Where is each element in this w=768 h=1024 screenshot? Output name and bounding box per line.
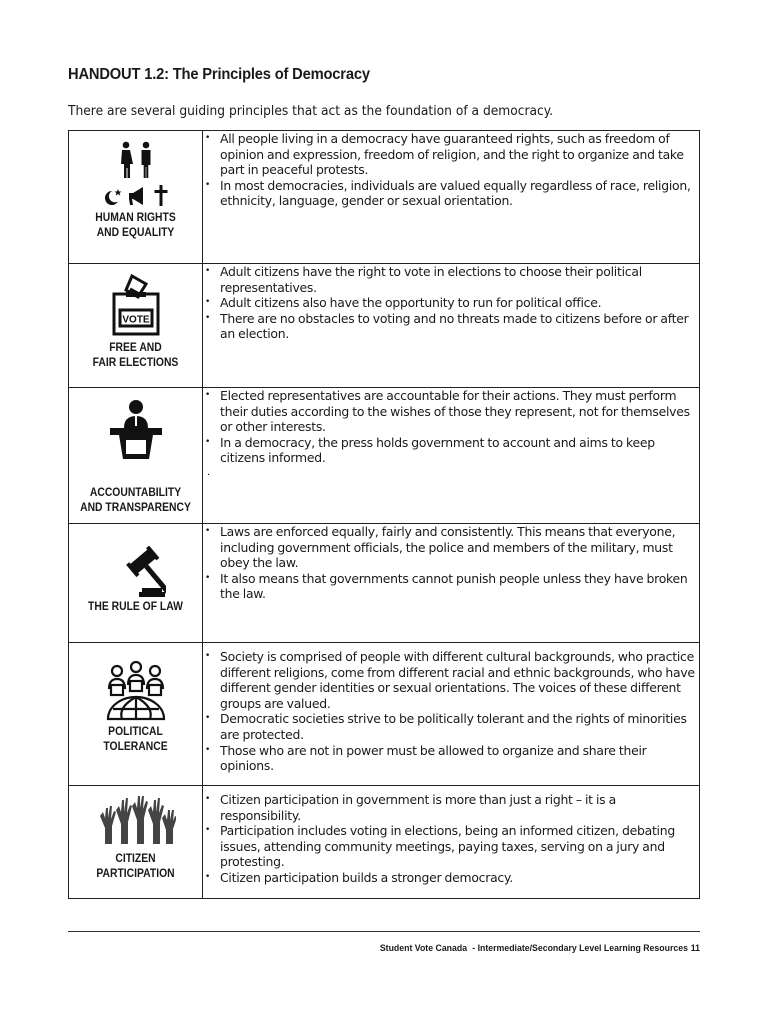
bullet-list — [203, 264, 699, 342]
page-footer — [377, 943, 700, 954]
icon-cell — [69, 643, 203, 786]
list-item: • It also means that governments cannot punish people unless they have broken the law. — [203, 571, 699, 602]
principles-table — [68, 130, 700, 899]
list-item: • Democratic societies strive to be politically tolerant and the rights of minorities are protected. — [203, 711, 699, 742]
list-item: • In a democracy, the press holds government to account and aims to keep citizens informed. — [203, 435, 699, 466]
principle-label: FREE AND FAIR ELECTIONS — [92, 342, 179, 369]
table-row — [69, 131, 700, 264]
principle-label: HUMAN RIGHTS AND EQUALITY — [95, 212, 176, 239]
table-row — [69, 643, 700, 786]
table-row — [69, 264, 700, 388]
text-cell — [203, 524, 700, 643]
list-item: • Citizen participation in government is more than just a right – it is a responsibility. — [203, 792, 699, 823]
intro-text: There are several guiding principles that act as the foundation of a democracy. — [68, 104, 554, 119]
raised-hands-icon — [96, 796, 176, 848]
principle-label: ACCOUNTABILITY AND TRANSPARENCY — [80, 487, 191, 514]
list-item: • Citizen participation builds a stronger democracy. — [203, 870, 699, 886]
bullet-list — [203, 388, 699, 466]
bullet-list — [203, 524, 699, 602]
bullet-list — [203, 131, 699, 209]
table-row — [69, 786, 700, 899]
footer-divider — [68, 931, 700, 932]
list-item: • Participation includes voting in elections, being an informed citizen, debating issues, attending community meetings, paying taxes, serving on a jury and protesting. — [203, 823, 699, 870]
bullet-list — [203, 792, 699, 886]
ballot-box-icon — [106, 272, 166, 338]
list-item: • Society is comprised of people with different cultural backgrounds, who practice different religions, come from different racial and ethnic backgrounds, who have different gender identities or sexual orientations. The voices of these different groups are valued. — [203, 649, 699, 711]
principle-label: POLITICAL TOLERANCE — [103, 726, 168, 753]
footer-org: Student Vote Canada — [379, 943, 468, 954]
icon-cell — [69, 524, 203, 643]
list-item: • Adult citizens also have the opportunity to run for political office. — [203, 295, 699, 311]
icon-cell — [69, 786, 203, 899]
text-cell — [203, 131, 700, 264]
icon-cell — [69, 131, 203, 264]
principle-label: THE RULE OF LAW — [88, 601, 183, 613]
podium-speaker-icon — [106, 398, 166, 466]
people-globe-icon — [105, 661, 167, 721]
list-item: • There are no obstacles to voting and no threats made to citizens before or after an election. — [203, 311, 699, 342]
text-cell — [203, 643, 700, 786]
text-cell — [203, 264, 700, 388]
footer-resource: - Intermediate/Secondary Level Learning Resources — [469, 943, 688, 954]
list-item: • Elected representatives are accountable for their actions. They must perform their duties according to the wishes of those they represent, not for themselves or other interests. — [203, 388, 699, 435]
icon-cell — [69, 388, 203, 524]
table-row — [69, 388, 700, 524]
page-number: 11 — [690, 943, 700, 954]
list-item: • Laws are enforced equally, fairly and consistently. This means that everyone, including government officials, the police and members of the military, must obey the law. — [203, 524, 699, 571]
text-cell — [203, 388, 700, 524]
list-item: • Those who are not in power must be allowed to organize and share their opinions. — [203, 743, 699, 774]
text-cell — [203, 786, 700, 899]
list-item: • All people living in a democracy have guaranteed rights, such as freedom of opinion and expression, freedom of religion, and the right to organize and take part in peaceful protests. — [203, 131, 699, 178]
list-item: • Adult citizens have the right to vote in elections to choose their political representatives. — [203, 264, 699, 295]
ballot-box-label: VOTE — [121, 314, 150, 326]
human-rights-icon — [101, 141, 171, 209]
page-title: HANDOUT 1.2: The Principles of Democracy — [68, 66, 370, 83]
bullet-list — [203, 649, 699, 774]
list-item: • In most democracies, individuals are valued equally regardless of race, religion, ethnicity, language, gender or sexual orientation. — [203, 178, 699, 209]
table-row — [69, 524, 700, 643]
principle-label: CITIZEN PARTICIPATION — [96, 853, 175, 880]
gavel-icon — [106, 546, 166, 598]
icon-cell — [69, 264, 203, 388]
trailing-mark: . — [207, 465, 211, 478]
